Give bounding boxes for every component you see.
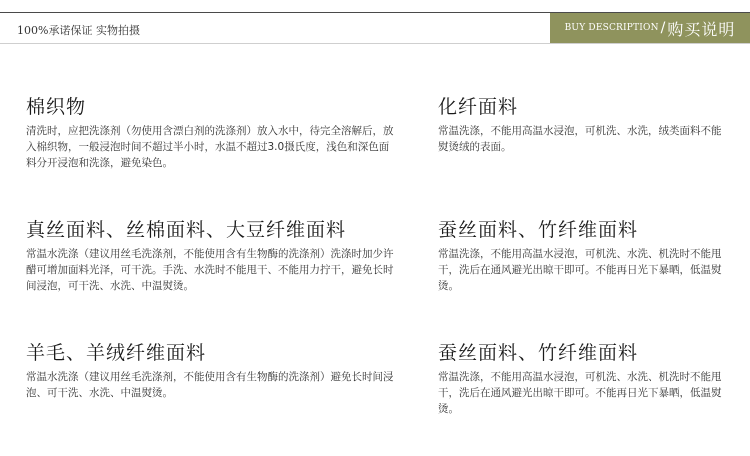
section-description: 常温洗涤，不能用高温水浸泡，可机洗、水洗、机洗时不能甩干，洗后在通风避光出晾干即可。不能再日光下暴晒，低温熨烫。 [438,248,722,292]
section-description: 常温洗涤，不能用高温水浸泡，可机洗、水洗，绒类面料不能熨烫绒的表面。 [438,125,722,153]
section-title: 棉织物 [26,96,87,118]
guarantee-text: 100%承诺保证 实物拍摄 [17,24,140,37]
section-description: 常温水洗涤（建议用丝毛洗涤剂，不能使用含有生物酶的洗涤剂）避免长时间浸泡、可干洗、水洗、中温熨烫。 [26,371,394,399]
tab-english-label: BUY DESCRIPTION [564,23,659,33]
section-title: 化纤面料 [438,96,519,118]
section-title: 真丝面料、丝棉面料、大豆纤维面料 [26,219,347,241]
section-cotton [26,95,398,171]
header-bar [0,13,750,43]
section-mulberry-bamboo [438,218,730,294]
section-description: 常温水洗涤（建议用丝毛洗涤剂，不能使用含有生物酶的洗涤剂）洗涤时加少许醋可增加面料光泽，可干洗。手洗、水洗时不能甩干、不能用力拧干，避免长时间浸泡，可干洗、水洗、中温熨烫。 [26,248,394,292]
section-wool [26,341,398,401]
section-description: 常温洗涤，不能用高温水浸泡，可机洗、水洗、机洗时不能甩干，洗后在通风避光出晾干即可。不能再日光下暴晒，低温熨烫。 [438,371,722,415]
header-underline [0,43,750,44]
section-title: 蚕丝面料、竹纤维面料 [438,342,639,364]
section-synthetic [438,95,730,155]
section-silk [26,218,398,294]
section-mulberry-bamboo-2 [438,341,730,417]
section-title: 蚕丝面料、竹纤维面料 [438,219,639,241]
buy-description-tab [550,13,750,43]
tab-chinese-label: 购买说明 [667,19,736,39]
section-title: 羊毛、羊绒纤维面料 [26,342,207,364]
tab-separator: / [660,20,666,36]
section-description: 清洗时，应把洗涤剂（勿使用含漂白剂的洗涤剂）放入水中，待完全溶解后，放入棉织物，一般浸泡时间不超过半小时，水温不超过3.0摄氏度，浅色和深色面料分开浸泡和洗涤，避免染色。 [26,125,394,169]
